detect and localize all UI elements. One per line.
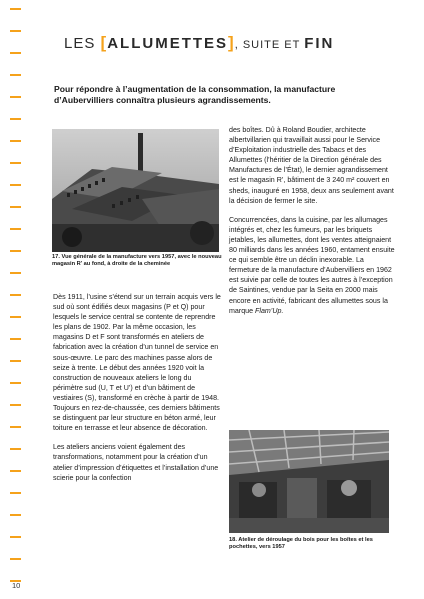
margin-tick	[10, 294, 21, 296]
margin-tick	[10, 162, 21, 164]
right-paragraph-1: des boîtes. Dû à Roland Boudier, architecte albertvillarien qui travaillait aussi pour le Service d’Exploitation industrielle des Tabacs et des Allumettes (l’héritier de la Direction générale des Manufactures de l’État), le dernier agrandissement est le magasin R’, bâtiment de 3 240 m² couvert en sheds, inauguré en 1958, deux ans seulement avant la décision de fermer le site.	[229, 126, 394, 205]
margin-tick-rule	[10, 0, 22, 599]
margin-tick	[10, 536, 21, 538]
margin-tick	[10, 514, 21, 516]
header-title: ALLUMETTES	[107, 35, 229, 52]
margin-tick	[10, 404, 21, 406]
margin-tick	[10, 382, 21, 384]
margin-tick	[10, 360, 21, 362]
workshop-image	[229, 430, 389, 533]
workshop-photo	[229, 430, 389, 533]
text-column-left	[53, 292, 222, 492]
page-header	[64, 33, 374, 53]
left-paragraph-2: Les ateliers anciens voient également des transformations, notamment pour la création d’un atelier d’impression d’étiquettes et l’installation d’une scierie pour la confection	[53, 443, 219, 482]
margin-tick	[10, 228, 21, 230]
margin-tick	[10, 316, 21, 318]
margin-tick	[10, 426, 21, 428]
header-bracket-open: [	[100, 33, 108, 52]
right-paragraph-2-text: Concurrencées, dans la cuisine, par les allumages intégrés et, chez les fumeurs, par les briquets jetables, les allumettes, dont les ventes atteignaient 80 milliards dans les années 1960, entament ensuite ce qui semble être un déclin inexorable. La fermeture de la manufacture d’Aubervilliers en 1962 est suivie par celle de toutes les autres à l’exception de Saintines, vendue par la Seita en 2000 mais encore en activité, fabricant des allumettes sous la marque	[229, 215, 395, 315]
header-bracket-close: ]	[228, 33, 235, 52]
margin-tick	[10, 96, 21, 98]
margin-tick	[10, 272, 21, 274]
margin-tick	[10, 184, 21, 186]
header-middle: , SUITE ET	[234, 39, 305, 51]
margin-tick	[10, 338, 21, 340]
factory-overview-image	[52, 129, 219, 252]
text-column-right	[229, 125, 395, 325]
margin-tick	[10, 448, 21, 450]
figure-18-caption: 18. Atelier de déroulage du bois pour les boîtes et les pochettes, vers 1957	[229, 537, 373, 550]
margin-tick	[10, 470, 21, 472]
margin-tick	[10, 140, 21, 142]
margin-tick	[10, 74, 21, 76]
margin-tick	[10, 118, 21, 120]
header-end: FIN	[304, 35, 335, 52]
margin-tick	[10, 206, 21, 208]
margin-tick	[10, 30, 21, 32]
page-number: 10	[12, 581, 21, 590]
header-prefix: LES	[64, 35, 101, 52]
figure-17-caption: 17. Vue générale de la manufacture vers 1957, avec le nouveau magasin R’ au fond, à droite de la cheminée	[52, 254, 222, 267]
right-paragraph-2	[229, 215, 395, 316]
left-paragraph-1: Dès 1911, l’usine s’étend sur un terrain acquis vers le sud où sont édifiés deux magasins (P et Q) pour lesquels le service central se contente de reprendre les plans de 1902. Par la même occasion, les magasins D et F sont transformés en ateliers de fabrication avec la création d’un tunnel de service en sous-œuvre. Le parc des machines passe alors de seize à trente. Le début des années 1920 voit la construction de nouveaux ateliers le long du périmètre sud (U, T et U’) et d’un bâtiment de vestiaires (S), transformé en crèche à partir de 1948. Toujours en rez-de-chaussée, ces derniers bâtiments se distinguent par leur structure en béton armé, leur toiture en terrasse et leur absence de décoration.	[53, 293, 221, 433]
lead-paragraph: Pour répondre à l’augmentation de la consommation, la manufacture d’Aubervilliers connaîtra plusieurs agrandissements.	[54, 84, 336, 106]
brand-name: Flam’Up.	[255, 306, 284, 315]
margin-tick	[10, 558, 21, 560]
margin-tick	[10, 52, 21, 54]
margin-tick	[10, 250, 21, 252]
margin-tick	[10, 492, 21, 494]
factory-overview-photo	[52, 129, 219, 252]
margin-tick	[10, 8, 21, 10]
